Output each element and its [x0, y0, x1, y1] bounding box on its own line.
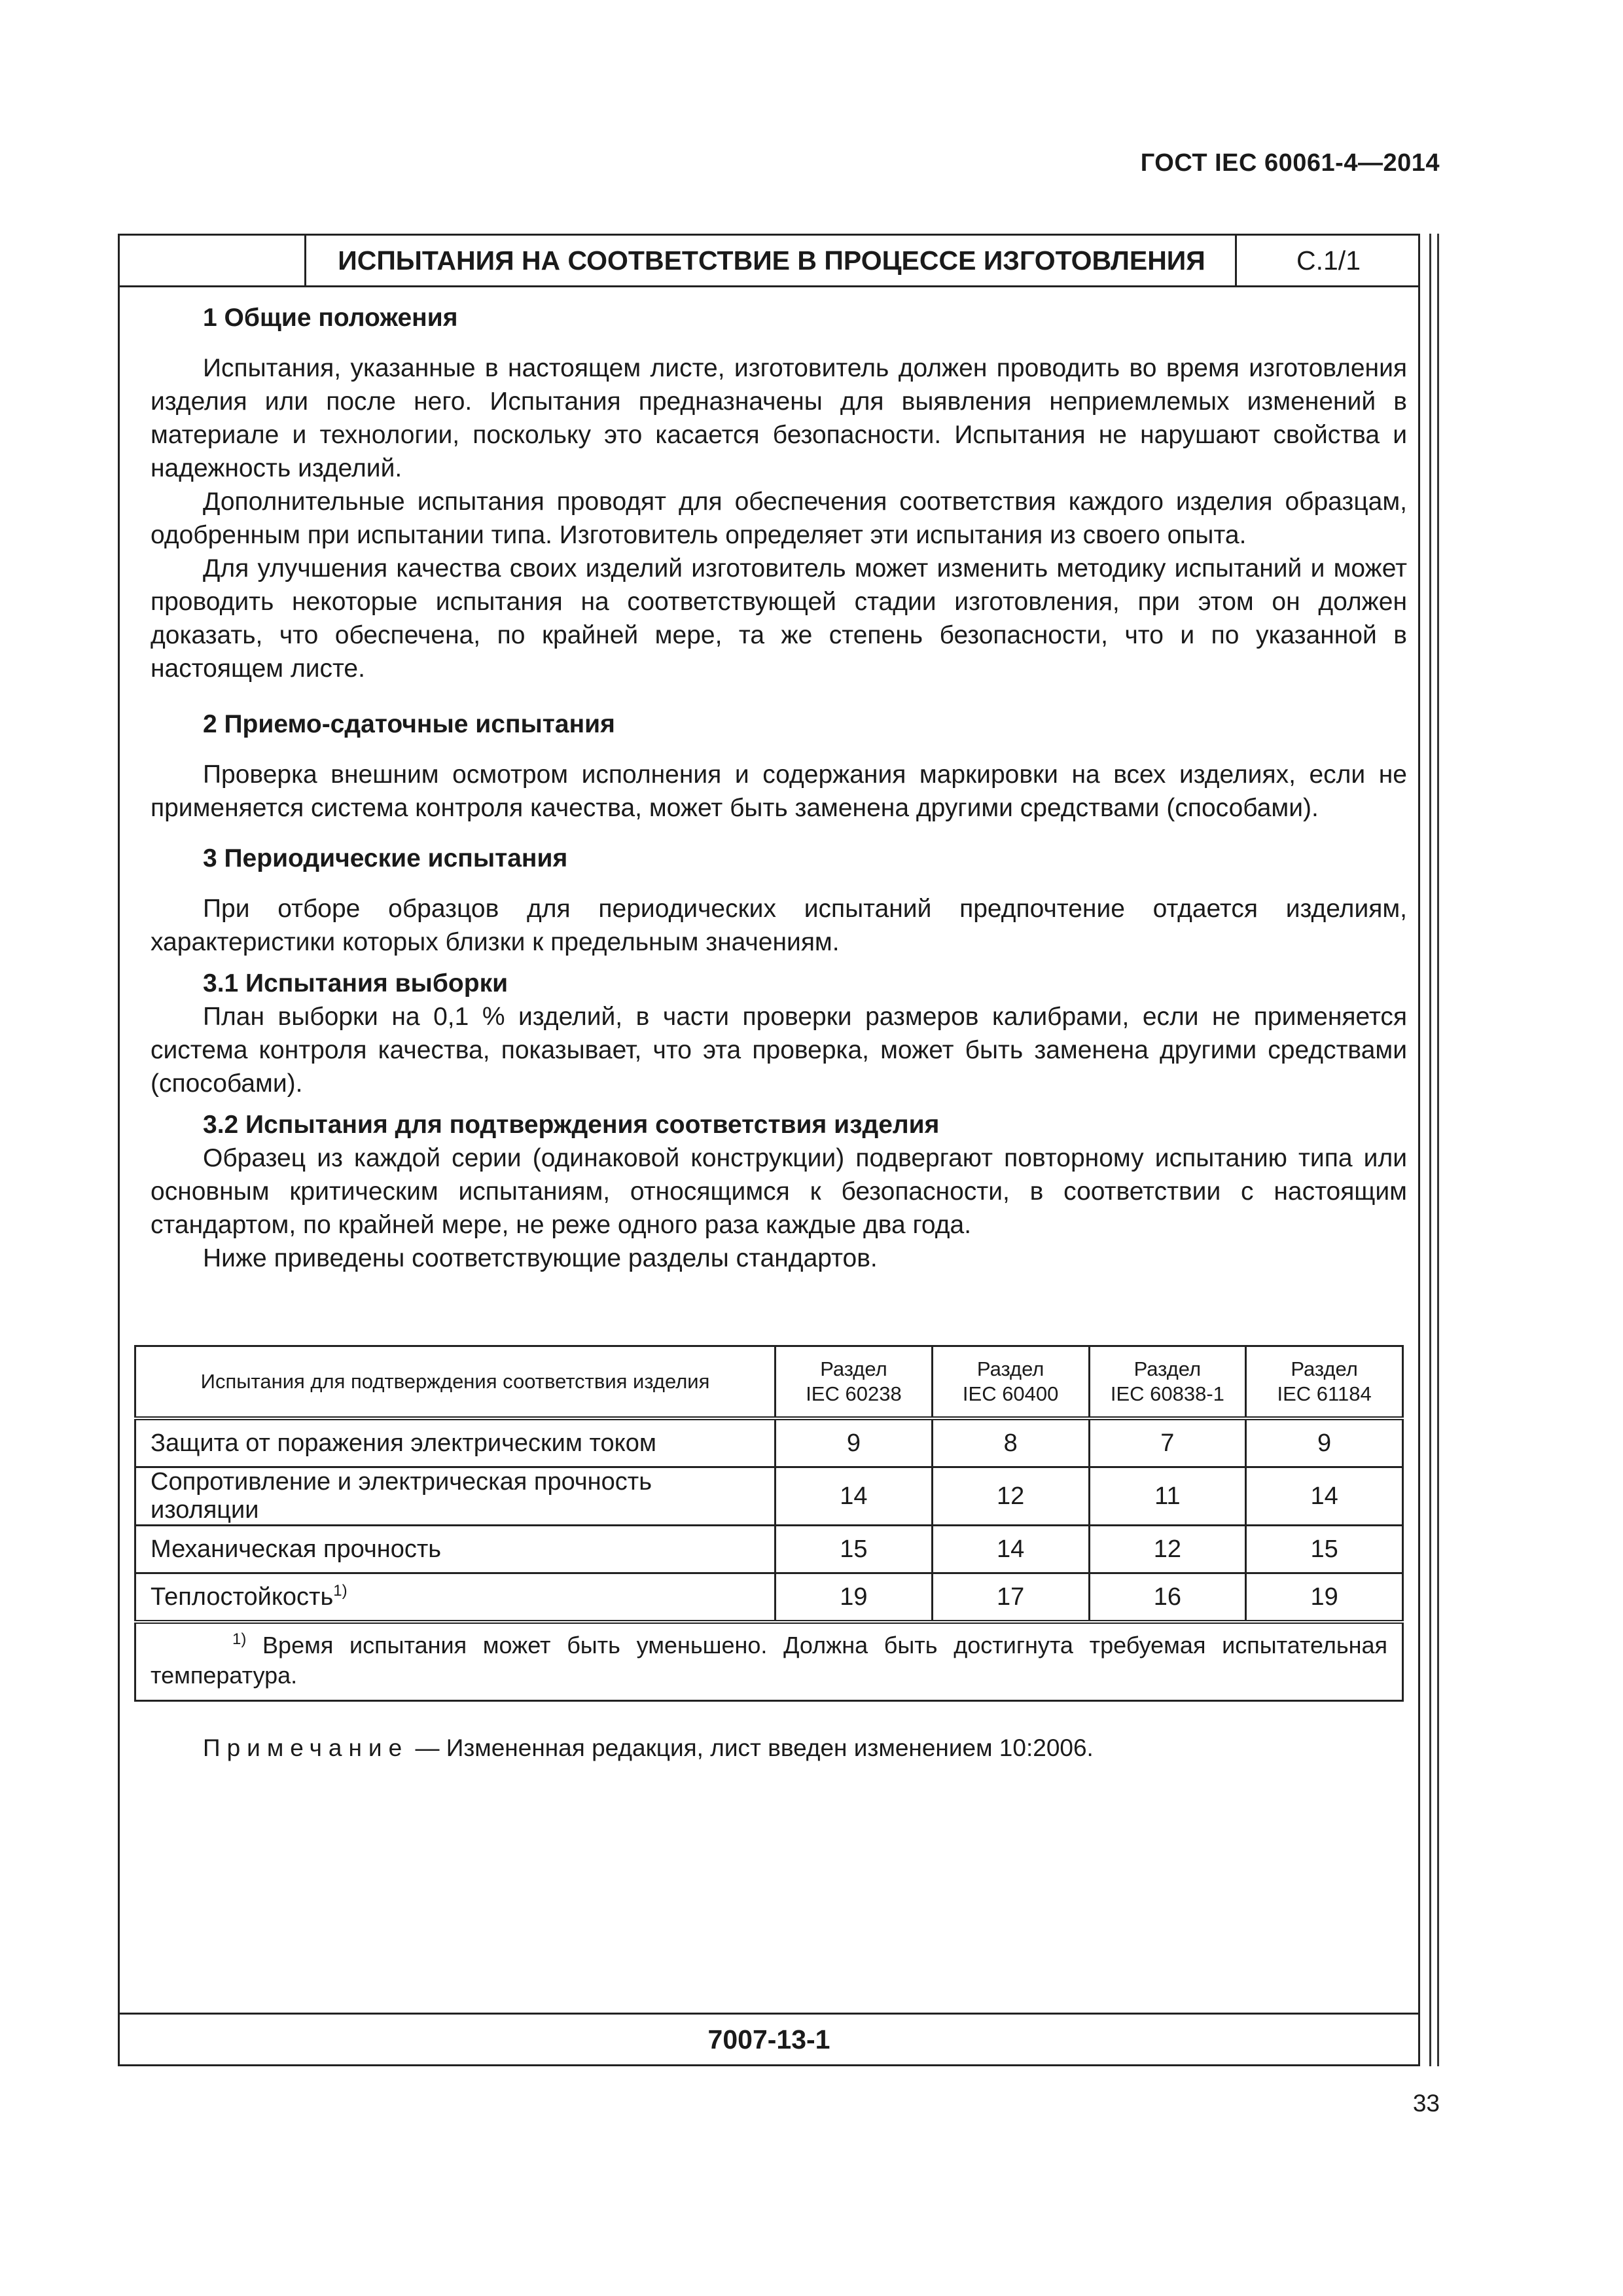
cell-value: 11 [1089, 1467, 1246, 1526]
note [203, 1734, 1094, 1762]
section-1-paragraph-3: Для улучшения качества своих изделий изготовитель может изменить методику испытаний и может проводить некоторые испытания на соответствующей стадии изготовления, при этом он должен доказать, что обеспечена, по крайней мере, та же степень безопасности, что и по указанной в настоящем листе. [151, 554, 1407, 683]
cell-value: 19 [776, 1573, 933, 1623]
sheet-content [151, 301, 1407, 1275]
footnote-mark: 1) [232, 1630, 247, 1648]
cell-value: 14 [1246, 1467, 1403, 1526]
table-row [135, 1526, 1403, 1573]
cell-value: 7 [1089, 1418, 1246, 1467]
row-label: Сопротивление и электрическая прочность изоляции [135, 1467, 776, 1526]
table-header-row [135, 1346, 1403, 1419]
section-3-title: 3 Периодические испытания [203, 844, 568, 872]
cell-value: 16 [1089, 1573, 1246, 1623]
sheet-title: ИСПЫТАНИЯ НА СООТВЕТСТВИЕ В ПРОЦЕССЕ ИЗГОТОВЛЕНИЯ [338, 245, 1205, 276]
sheet-number: С.1/1 [1296, 245, 1361, 276]
document-code: ГОСТ IEC 60061-4—2014 [1140, 149, 1440, 177]
section-2-title: 2 Приемо-сдаточные испытания [203, 710, 615, 738]
table-header-iec61184: Раздел IEC 61184 [1246, 1346, 1403, 1419]
cell-value: 9 [1246, 1418, 1403, 1467]
section-1-paragraph-1: Испытания, указанные в настоящем листе, изготовитель должен проводить во время изготовления изделия или после него. Испытания предназначены для выявления неприемлемых изменений в материале и технологии, поскольку это касается безопасности. Испытания не нарушают свойства и надежность изделий. [151, 354, 1407, 482]
row-label: Теплостойкость$^{1)}$ [135, 1573, 776, 1623]
table-row [135, 1573, 1403, 1623]
header-empty-cell [120, 236, 306, 285]
sheet-footer-code: 7007-13-1 [120, 2013, 1418, 2064]
table-header-test: Испытания для подтверждения соответствия изделия [135, 1346, 776, 1419]
frame-double-line [1429, 234, 1442, 2066]
row-label: Механическая прочность [135, 1526, 776, 1573]
table-footnote-row [135, 1622, 1403, 1701]
cell-value: 12 [932, 1467, 1089, 1526]
table-header-iec60238: Раздел IEC 60238 [776, 1346, 933, 1419]
section-1-title: 1 Общие положения [203, 304, 458, 332]
section-3-2-paragraph-2: Ниже приведены соответствующие разделы стандартов. [203, 1244, 878, 1272]
cell-value: 17 [932, 1573, 1089, 1623]
table-row [135, 1467, 1403, 1526]
section-2-paragraph: Проверка внешним осмотром исполнения и содержания маркировки на всех изделиях, если не применяется система контроля качества, может быть заменена другими средствами (способами). [151, 761, 1407, 822]
section-3-2-title: 3.2 Испытания для подтверждения соответствия изделия [203, 1111, 940, 1139]
table-header-iec60400: Раздел IEC 60400 [932, 1346, 1089, 1419]
cell-value: 14 [932, 1526, 1089, 1573]
footnote-text: Время испытания может быть уменьшено. Должна быть достигнута требуемая испытательная температура. [151, 1632, 1387, 1689]
cell-value: 8 [932, 1418, 1089, 1467]
section-3-1-paragraph: План выборки на 0,1 % изделий, в части проверки размеров калибрами, если не применяется система контроля качества, показывает, что эта проверка, может быть заменена другими средствами (способами). [151, 1003, 1407, 1098]
cell-value: 9 [776, 1418, 933, 1467]
note-text: — Измененная редакция, лист введен изменением 10:2006. [408, 1734, 1094, 1761]
page-number: 33 [1412, 2090, 1440, 2117]
cell-value: 14 [776, 1467, 933, 1526]
standards-table [134, 1345, 1404, 1702]
note-label: Примечание [203, 1734, 409, 1761]
table-footnote [135, 1622, 1403, 1701]
section-3-2-paragraph-1: Образец из каждой серии (одинаковой конструкции) подвергают повторному испытанию типа или основным критическим испытаниям, относящимся к безопасности, в соответствии с настоящим стандартом, по крайней мере, не реже одного раза каждые два года. [151, 1144, 1407, 1239]
table-header-iec60838-1: Раздел IEC 60838-1 [1089, 1346, 1246, 1419]
cell-value: 12 [1089, 1526, 1246, 1573]
section-3-1-title: 3.1 Испытания выборки [203, 969, 508, 997]
footnote-ref: 1) [333, 1581, 348, 1600]
sheet-header [120, 236, 1418, 287]
table-row [135, 1418, 1403, 1467]
row-label: Защита от поражения электрическим током [135, 1418, 776, 1467]
section-3-paragraph: При отборе образцов для периодических испытаний предпочтение отдается изделиям, характеристики которых близки к предельным значениям. [151, 895, 1407, 956]
cell-value: 15 [776, 1526, 933, 1573]
cell-value: 15 [1246, 1526, 1403, 1573]
section-1-paragraph-2: Дополнительные испытания проводят для обеспечения соответствия каждого изделия образцам, одобренным при испытании типа. Изготовитель определяет эти испытания из своего опыта. [151, 488, 1407, 549]
cell-value: 19 [1246, 1573, 1403, 1623]
